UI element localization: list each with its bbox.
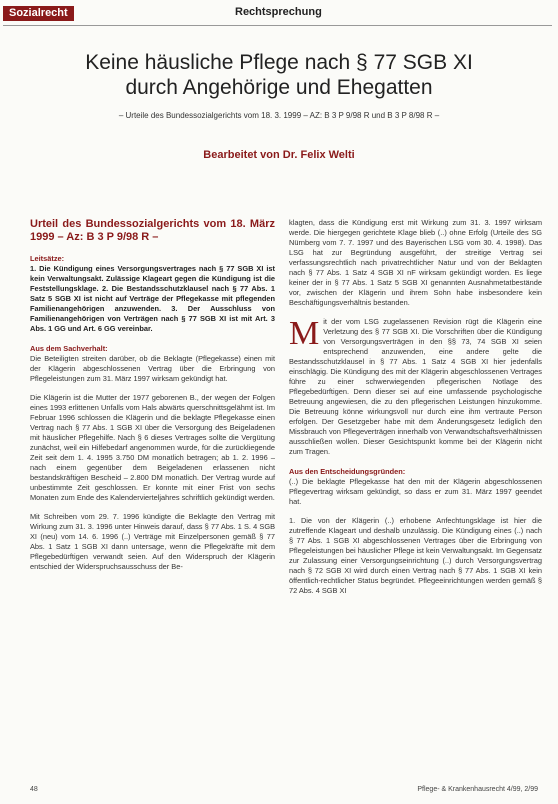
sachverhalt-label: Aus dem Sachverhalt:	[30, 344, 108, 353]
gruende-label: Aus den Entscheidungsgründen:	[289, 467, 406, 476]
header-rule	[3, 25, 552, 26]
article-title	[0, 50, 558, 100]
paragraph: Die Klägerin ist die Mutter der 1977 geborenen B., der wegen der Folgen eines 1993 erlittenen Unfalls vom Hals abwärts querschnittsgelähmt ist. Im Februar 1996 schlossen die Klägerin und die beklagte Pflegekasse einen Vertrag nach § 77 Abs. 1 SGB XI über die Versorgung des Beigeladenen mit häuslicher Pflegehilfe. Nach § 6 dieses Vertrages sollte die Vergütung zunächst, weil ein Hilfebedarf angenommen wurde, für die zurückliegende Zeit seit dem 1. 4. 1995 3.750 DM monatlich betragen; ab 1. 2. 1996 – nach einem gegenüber dem Beigeladenen erlassenen nicht bestandskräftigen Bescheid – 2.800 DM monatlich. Der Vertrag wurde auf unbestimmte Zeit geschlossen. Er konnte mit einer Frist von sechs Monaten zum Ende des Kalendervierteljahres schriftlich gekündigt werden.	[30, 393, 275, 502]
page-footer	[0, 786, 558, 800]
article-author: Bearbeitet von Dr. Felix Welti	[203, 149, 355, 161]
page-number: 48	[30, 786, 38, 793]
verdict-title: Urteil des Bundessozialgerichts vom 18. März 1999 – Az: B 3 P 9/98 R –	[30, 218, 275, 243]
leitsaetze-label: Leitsätze:	[30, 254, 65, 263]
right-column	[289, 218, 542, 605]
paragraph: (..) Die beklagte Pflegekasse hat den mit der Klägerin abgeschlossenen Pflegevertrag wirksam gekündigt, so dass er zum 31. März 1997 geendet hat.	[289, 477, 542, 506]
paragraph: Mit Schreiben vom 29. 7. 1996 kündigte die Beklagte den Vertrag mit Wirkung zum 31. 3. 1996 unter Hinweis darauf, dass § 77 Abs. 1 S. 4 SGB XI (neu) vom 14. 6. 1996 (..) Verträge mit Einzelpersonen gemäß § 77 Abs. 1 Satz 1 SGB XI dann untersage, wenn die Pflegekräfte mit dem Pflegebedürftigen verwandt seien. Auf den Widerspruch der Klägerin entschied der Widerspruchsausschuss der Be-	[30, 512, 275, 571]
paragraph: klagten, dass die Kündigung erst mit Wirkung zum 31. 3. 1997 wirksam werde. Die hiergegen gerichtete Klage blieb (..) ohne Erfolg (Urteile des SG Nürnberg vom 7. 7. 1997 und des Bayerischen LSG vom 30. 4. 1998). Das LSG hat zur Begründung ausgeführt, der streitige Vertrag sei verfassungsrechtlich nach privatrechtlicher Natur und von der Beklagten nach § 77 Abs. 1 Satz 4 SGB XI nF wirksam gekündigt worden. Es liege keiner der in § 77 Abs. 1 Satz 5 SGB XI genannten Ausnahmetatbestände vor, zwischen der Klägerin und ihrem Sohn habe insbesondere kein Beschäftigungsverhältnis bestanden.	[289, 218, 542, 307]
left-column	[30, 218, 275, 581]
drop-cap: M	[289, 315, 320, 352]
title-line-2: durch Angehörige und Ehegatten	[125, 76, 433, 99]
paragraph-with-dropcap	[289, 317, 542, 457]
article-subtitle: – Urteile des Bundessozialgerichts vom 18. 3. 1999 – AZ: B 3 P 9/98 R und B 3 P 8/98 R –	[118, 111, 440, 120]
paragraph-text: it der vom LSG zugelassenen Revision rügt die Klägerin eine Verletzung des § 77 SGB XI. Die Vorschriften über die Kündigung von Versorgungsverträgen in den §§ 73, 74 SGB XI seien entsprechend anzuwenden, eine andere gelte die Bestandsschutzklausel in § 77 Abs. 1 Satz 4 SGB XI hier jedenfalls einschlägig. Die Kündigung des mit der Klägerin abgeschlossenen Vertrages führe zu einer schwerwiegenden pflegerischen Notlage des Pflegebedürftigen. Denn dieser sei auf eine umfassende psychologische Betreuung angewiesen, die zu den pflegerischen Leistungen hinzukomme. Die Betreuung könne wirkungsvoll nur durch eine ihm vertraute Person erfolgen. Der Gesetzgeber habe mit dem Änderungsgesetz lediglich den Missbrauch von Pflegeverträgen innerhalb von Verwandtschaftsverhältnissen ausschließen wollen. Dieser Gesichtspunkt komme bei der Klägerin nicht zum Tragen.	[289, 317, 542, 456]
paragraph: 1. Die von der Klägerin (..) erhobene Anfechtungsklage ist hier die zutreffende Klageart und deshalb unzulässig. Die Kündigung eines (..) nach § 77 Abs. 1 SGB XI abgeschlossenen Vertrages über die Erbringung von Pflegeleistungen bei häuslicher Pflege ist kein Verwaltungsakt. Im Gegensatz zur Zulassung einer Versorgungseinrichtung (..) durch Versorgungsvertrag nach § 72 SGB XI wird durch einen Vertrag nach § 77 Abs. 1 SGB XI kein öffentlich-rechtlicher Status begründet. Pflegeeinrichtungen werden gemäß § 72 Abs. 4 SGB XI	[289, 516, 542, 595]
page-header	[0, 4, 558, 24]
journal-citation: Pflege- & Krankenhausrecht 4/99, 2/99	[417, 786, 538, 793]
rubric-label: Rechtsprechung	[235, 6, 322, 18]
leitsaetze-text: 1. Die Kündigung eines Versorgungsvertrages nach § 77 SGB XI ist kein Verwaltungsakt. Zulässige Klageart gegen die Kündigung ist die Feststellungsklage. 2. Die Bestandsschutzklausel nach § 77 Abs. 1 Satz 5 SGB XI ist nicht auf Verträge der Pflegekasse mit pflegenden Familienangehörigen anzuwenden. 3. Der Ausschluss von Familienangehörigen von Verträgen nach § 77 SGB XI ist mit Art. 3 Abs. 1 GG und Art. 6 GG vereinbar.	[30, 264, 275, 333]
title-line-1: Keine häusliche Pflege nach § 77 SGB XI	[85, 51, 473, 74]
section-tab: Sozialrecht	[3, 6, 74, 21]
paragraph: Die Beteiligten streiten darüber, ob die Beklagte (Pflegekasse) einen mit der Klägerin abgeschlossenen Vertrag über die Erbringung von Pflegeleistungen zum 31. März 1997 wirksam gekündigt hat.	[30, 354, 275, 383]
